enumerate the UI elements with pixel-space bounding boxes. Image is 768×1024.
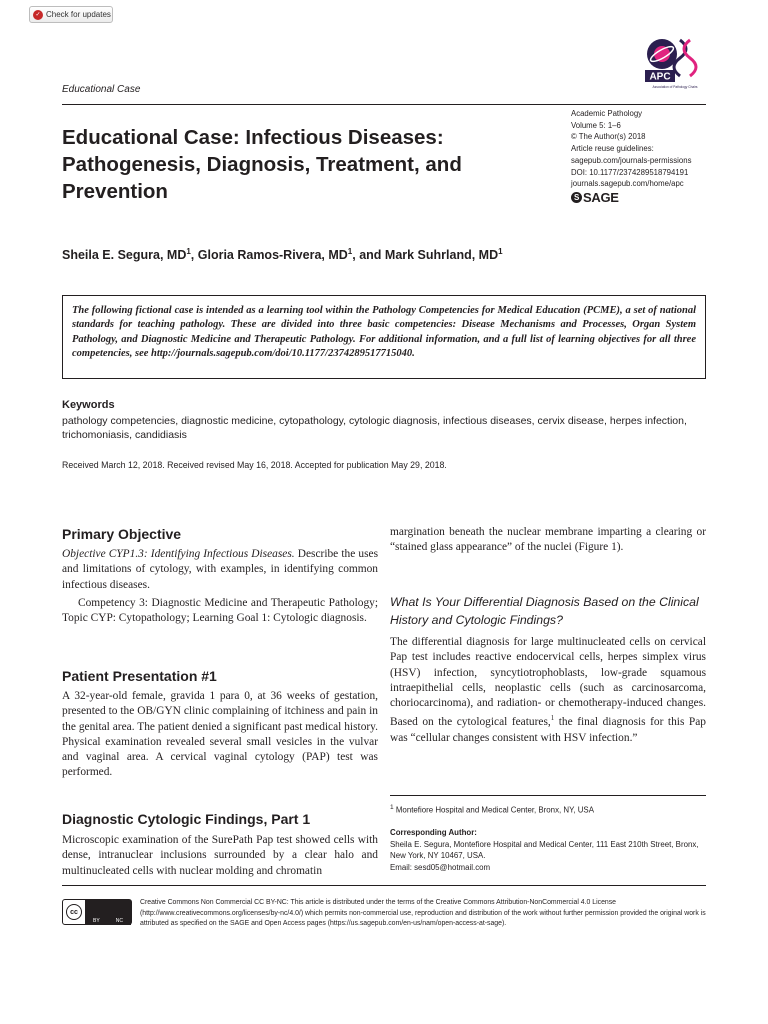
competency-paragraph: Competency 3: Diagnostic Medicine and Therapeutic Pathology; Topic CYP: Cytopathology; Learning Goal 1: Cytologic diagnosis. — [62, 597, 378, 625]
corresponding-text: Sheila E. Segura, Montefiore Hospital and Medical Center, 111 East 210th Street, Bronx, New York, NY 10467, USA. — [390, 839, 699, 861]
journal-copyright: © The Author(s) 2018 — [571, 132, 646, 142]
sage-logo — [571, 190, 619, 205]
objective-text: Describe the uses and limitations of cytology, with examples, in identifying common infectious diseases. — [62, 548, 378, 591]
cc-nc-label: NC — [115, 917, 123, 924]
cc-terms-bar — [85, 900, 131, 925]
keywords-text: pathology competencies, diagnostic medicine, cytopathology, cytologic diagnosis, infectious diseases, cervix disease, herpes infection, trichomoniasis, candidiasis — [62, 415, 687, 442]
findings-continuation: margination beneath the nuclear membrane imparting a clearing or “stained glass appearance” of the nuclei (Figure 1). — [390, 526, 706, 554]
sage-mark-icon: S — [571, 192, 582, 203]
keywords-heading: Keywords — [62, 399, 115, 411]
affiliation-marker: 1 — [347, 247, 353, 256]
license-divider — [62, 885, 706, 886]
patient-paragraph: A 32-year-old female, gravida 1 para 0, at 36 weeks of gestation, presented to the OB/GYN clinic complaining of itchiness and pain in the genital area. The patient denied a significant past medical history. Physical examination revealed several small vesicles in the vulvar and vaginal area. A cervical vaginal cytology (PAP) test was performed. — [62, 690, 378, 779]
heading-differential-diagnosis: What Is Your Differential Diagnosis Based on the Clinical History and Cytologic Findings? — [390, 595, 699, 627]
heading-primary-objective: Primary Objective — [62, 526, 182, 542]
corresponding-author — [390, 827, 706, 874]
cc-by-nc-icon — [62, 899, 132, 925]
objective-label: Objective CYP1.3: Identifying Infectious Diseases. — [62, 548, 295, 560]
author-name: Gloria Ramos-Rivera, MD — [197, 248, 348, 263]
journal-volume: Volume 5: 1–6 — [571, 120, 621, 130]
received-dates: Received March 12, 2018. Received revised May 16, 2018. Accepted for publication May 29, 2018. — [62, 460, 447, 470]
article-title: Educational Case: Infectious Diseases: Pathogenesis, Diagnosis, Treatment, and Prevention — [62, 126, 462, 203]
heading-cytologic-findings: Diagnostic Cytologic Findings, Part 1 — [62, 811, 311, 827]
doi[interactable]: DOI: 10.1177/2374289518794191 — [571, 167, 689, 177]
findings-paragraph: Microscopic examination of the SurePath Pap test showed cells with dense, intranuclear inclusions surrounded by a clear halo and multinucleated cells with nuclear molding and chromatin — [62, 834, 378, 877]
intro-text: The following fictional case is intended as a learning tool within the Pathology Competencies for Medical Education (PCME), a set of national standards for teaching pathology. These are divided into three basic competencies: Disease Mechanisms and Processes, Organ System Pathology, and Diagnostic Medicine and Therapeutic Pathology. For additional information, and a full list of learning objectives for all three competencies, see http://journals.sagepub.com/doi/10.1177/2374289517715040. — [72, 305, 696, 359]
cc-by-label: BY — [93, 917, 100, 924]
intro-box — [62, 295, 706, 379]
journal-home-link[interactable]: journals.sagepub.com/home/apc — [571, 179, 684, 189]
check-for-updates-label: Check for updates — [46, 10, 111, 19]
differential-paragraph: The differential diagnosis for large multinucleated cells on cervical Pap test includes reactive endocervical cells, herpes simplex virus (HSV) infection, syncytiotrophoblasts, low-grade squamous intraepithelial cells, neoplastic cells (such as carcinosarcoma, choriocarcinoma), and radiation- or chemotherapy-induced changes. Based on the cytological features,$^1$ the final diagnosis for this Pap was “cellular changes consistent with HSV infection.” — [390, 636, 706, 744]
author-name: Mark Suhrland, MD — [384, 248, 499, 263]
affiliation-footnote: $^1$ Montefiore Hospital and Medical Center, Bronx, NY, USA — [390, 804, 594, 815]
update-icon: ✓ — [33, 10, 43, 20]
author-list: Sheila E. Segura, $MD^1$, Gloria Ramos-Rivera, $MD^1$, and Mark Suhrland, $MD^1$ — [62, 247, 503, 263]
sage-wordmark: SAGE — [583, 190, 619, 205]
heading-patient-presentation: Patient Presentation #1 — [62, 668, 217, 684]
corresponding-heading: Corresponding Author: — [390, 828, 477, 837]
license-text: Creative Commons Non Commercial CC BY-NC: This article is distributed under the terms of the Creative Commons Attribution-NonCommercial 4.0 License (http://www.creativecommons.org/licenses/by-nc/4.0/) which permits non-commercial use, reproduction and distribution of the work without further permission provided the original work is attributed as specified on the SAGE and Open Access pages (https://us.sagepub.com/en-us/nam/open-access-at-sage). — [140, 899, 706, 927]
check-for-updates-button[interactable] — [29, 6, 113, 23]
affiliation-marker: 1 — [186, 247, 191, 256]
corresponding-email[interactable]: Email: sesd05@hotmail.com — [390, 863, 491, 873]
logo-subtext: Association of Pathology Chairs — [652, 85, 698, 89]
journal-name: Academic Pathology — [571, 109, 643, 118]
affiliation-marker: 1 — [498, 247, 503, 256]
journal-meta — [571, 108, 691, 190]
reuse-label: Article reuse guidelines: — [571, 144, 654, 154]
header-divider — [62, 104, 706, 105]
footnote-divider — [390, 795, 706, 796]
logo-text: APC — [649, 71, 671, 83]
cc-label: cc — [66, 904, 82, 920]
author-name: Sheila E. Segura, MD — [62, 248, 187, 263]
section-label: Educational Case — [62, 84, 141, 95]
apc-logo — [642, 36, 706, 90]
citation-marker[interactable]: 1 — [550, 714, 555, 723]
objective-paragraph — [62, 547, 378, 593]
reuse-link[interactable]: sagepub.com/journals-permissions — [571, 155, 692, 165]
